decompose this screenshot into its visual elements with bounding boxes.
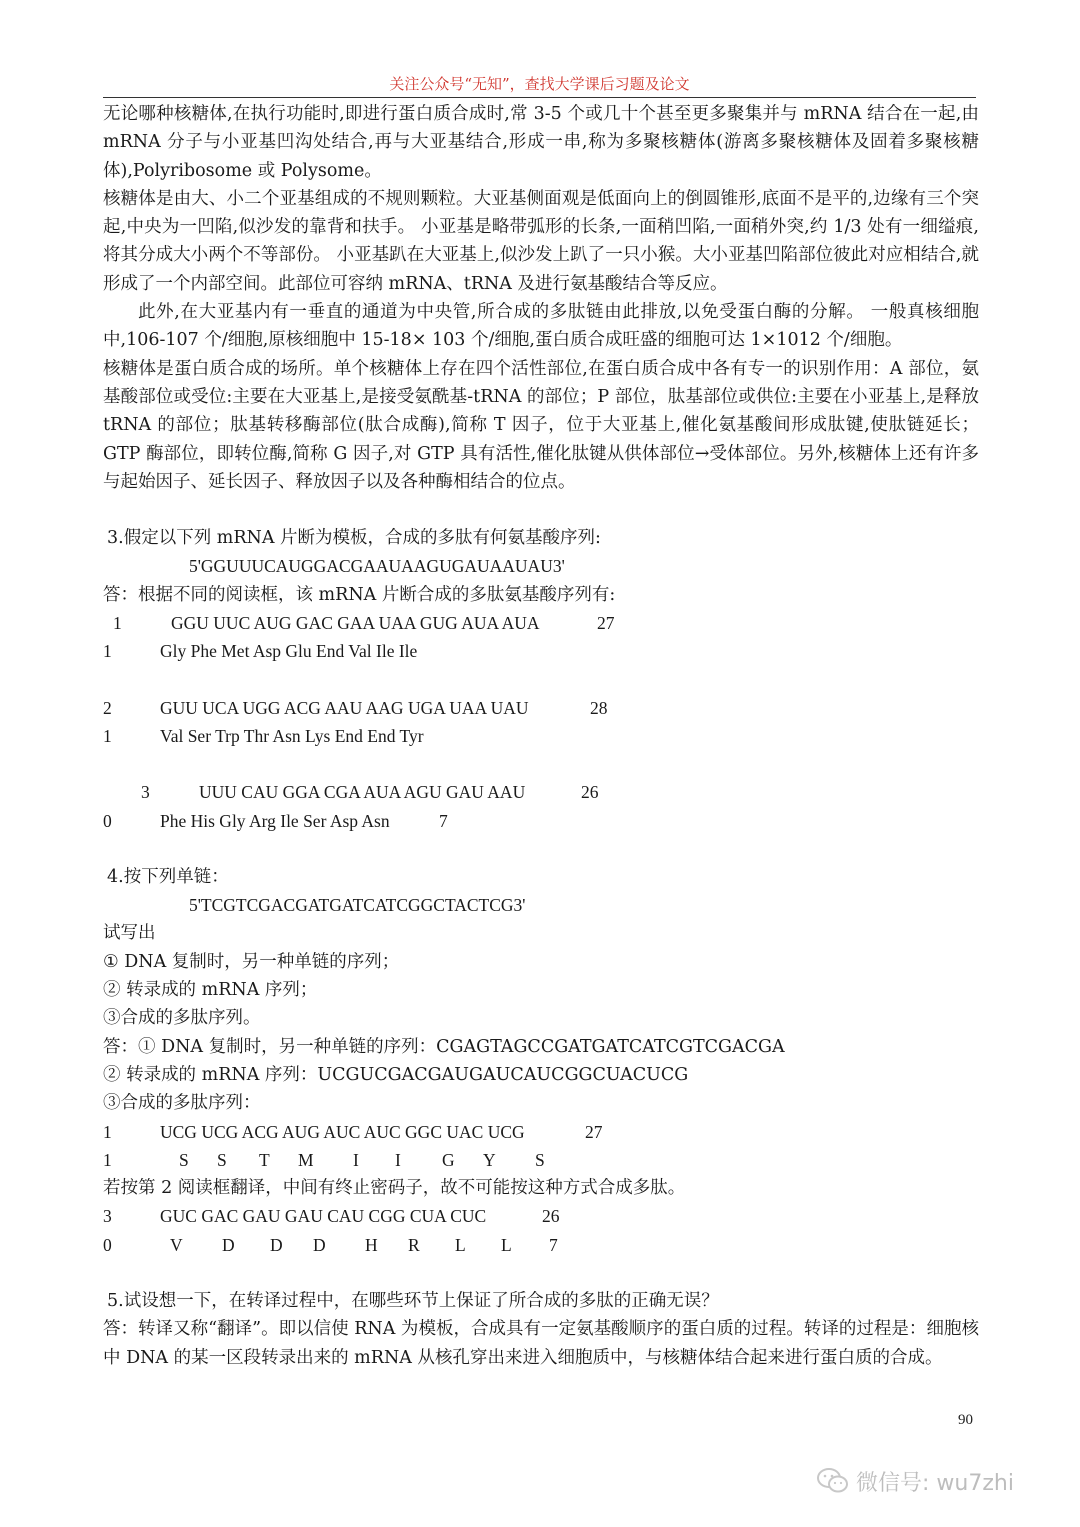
paragraph-polysome: 无论哪种核糖体,在执行功能时,即进行蛋白质合成时,常 3-5 个或几十个甚至更多聚集并与 mRNA 结合在一起,由 mRNA 分子与小亚基凹沟处结合,再与大亚基结合,形成一串,称为多聚核糖体(游离多聚核糖体及固着多聚核糖体),Polyribosome 或 Polysome。 — [103, 104, 979, 181]
q4-answer-2: ② 转录成的 mRNA 序列：UCGUCGACGAUGAUCAUCGGCUACUCG — [103, 1064, 689, 1085]
q3-question: 3.假定以下列 mRNA 片断为模板，合成的多肽有何氨基酸序列: — [107, 528, 601, 549]
document-body — [103, 100, 979, 1372]
q3-frame2-aa: 1 Val Ser Trp Thr Asn Lys End End Tyr — [103, 725, 424, 746]
wechat-icon — [816, 1467, 850, 1495]
q4-item-3: ③合成的多肽序列。 — [103, 1008, 261, 1029]
q4-answer-3: ③合成的多肽序列： — [103, 1093, 261, 1114]
q4-note: 若按第 2 阅读框翻译，中间有终止密码子，故不可能按这种方式合成多肽。 — [103, 1178, 686, 1199]
q3-frame3-codons: 3 UUU CAU GGA CGA AUA AGU GAU AAU 26 — [141, 782, 599, 803]
q3-frame2-codons: 2 GUU UCA UGG ACG AAU AAG UGA UAA UAU 28 — [103, 697, 608, 718]
q4-frame3-codons: 3 GUC GAC GAU GAU CAU CGG CUA CUC 26 — [103, 1206, 560, 1227]
q4-question: 4.按下列单链： — [107, 866, 229, 887]
page-number: 90 — [958, 1412, 973, 1428]
paragraph-active-sites: 核糖体是蛋白质合成的场所。单个核糖体上存在四个活性部位,在蛋白质合成中各有专一的识别作用：A 部位，氨基酸部位或受位:主要在大亚基上,是接受氨酰基-tRNA 的部位；P 部位，肽基部位或供位:主要在小亚基上,是释放 tRNA 的部位；肽基转移酶部位(肽合成酶),简称 T 因子，位于大亚基上,催化氨基酸间形成肽键,使肽链延长；GTP 酶部位，即转位酶,简称 G 因子,对 GTP 具有活性,催化肽键从供体部位→受体部位。另外,核糖体上还有许多与起始因子、延长因子、释放因子以及各种酶相结合的位点。 — [103, 358, 979, 492]
q4-frame1-aa: 1 S S T M I I G Y S — [103, 1149, 545, 1170]
q4-prompt: 试写出 — [103, 923, 156, 944]
q5-question: 5.试设想一下，在转译过程中，在哪些环节上保证了所合成的多肽的正确无误？ — [107, 1290, 719, 1311]
q3-frame1-aa: 1 Gly Phe Met Asp Glu End Val Ile Ile — [103, 641, 418, 662]
q3-frame3-aa: 0 Phe His Gly Arg Ile Ser Asp Asn 7 — [103, 810, 448, 831]
wechat-watermark — [816, 1461, 1014, 1501]
q4-frame1-codons: 1 UCG UCG ACG AUG AUC AUC GGC UAC UCG 27 — [103, 1121, 603, 1142]
q4-item-2: ② 转录成的 mRNA 序列； — [103, 980, 318, 1001]
page-header: 关注公众号“无知”，查找大学课后习题及论文 — [103, 74, 976, 98]
q3-answer: 答：根据不同的阅读框，该 mRNA 片断合成的多肽氨基酸序列有: — [103, 584, 616, 605]
q3-sequence: 5'GGUUUCAUGGACGAAUAAGUGAUAAUAU3' — [189, 556, 565, 577]
q5-answer: 答：转译又称“翻译”。即以信使 RNA 为模板，合成具有一定氨基酸顺序的蛋白质的过程。转译的过程是：细胞核中 DNA 的某一区段转录出来的 mRNA 从核孔穿出来进入细胞质中，与核糖体结合起来进行蛋白质的合成。 — [103, 1319, 979, 1368]
paragraph-central-tube: 此外,在大亚基内有一垂直的通道为中央管,所合成的多肽链由此排放,以免受蛋白酶的分解。 一般真核细胞中,106-107 个/细胞,原核细胞中 15-18× 103 个/细胞,蛋白质合成旺盛的细胞可达 1×1012 个/细胞。 — [103, 302, 979, 351]
q3-frame1-codons: 1 GGU UUC AUG GAC GAA UAA GUG AUA AUA 27 — [113, 613, 615, 634]
q4-answer-1: 答：① DNA 复制时，另一种单链的序列：CGAGTAGCCGATGATCATCGTCGACGA — [103, 1036, 785, 1057]
q4-frame3-aa: 0 V D D D H R L L 7 — [103, 1234, 558, 1255]
paragraph-ribosome-structure: 核糖体是由大、小二个亚基组成的不规则颗粒。大亚基侧面观是低面向上的倒圆锥形,底面不是平的,边缘有三个突起,中央为一凹陷,似沙发的靠背和扶手。 小亚基是略带弧形的长条,一面稍凹陷,一面稍外突,约 1/3 处有一细缢痕,将其分成大小两个不等部份。 小亚基趴在大亚基上,似沙发上趴了一只小猴。大小亚基凹陷部位彼此对应相结合,就形成了一个内部空间。此部位可容纳 mRNA、tRNA 及进行氨基酸结合等反应。 — [103, 188, 979, 294]
watermark-text: 微信号: wu7zhi — [856, 1470, 1014, 1496]
q4-item-1: ① DNA 复制时，另一种单链的序列； — [103, 951, 400, 972]
q4-sequence: 5'TCGTCGACGATGATCATCGGCTACTCG3' — [189, 895, 526, 916]
